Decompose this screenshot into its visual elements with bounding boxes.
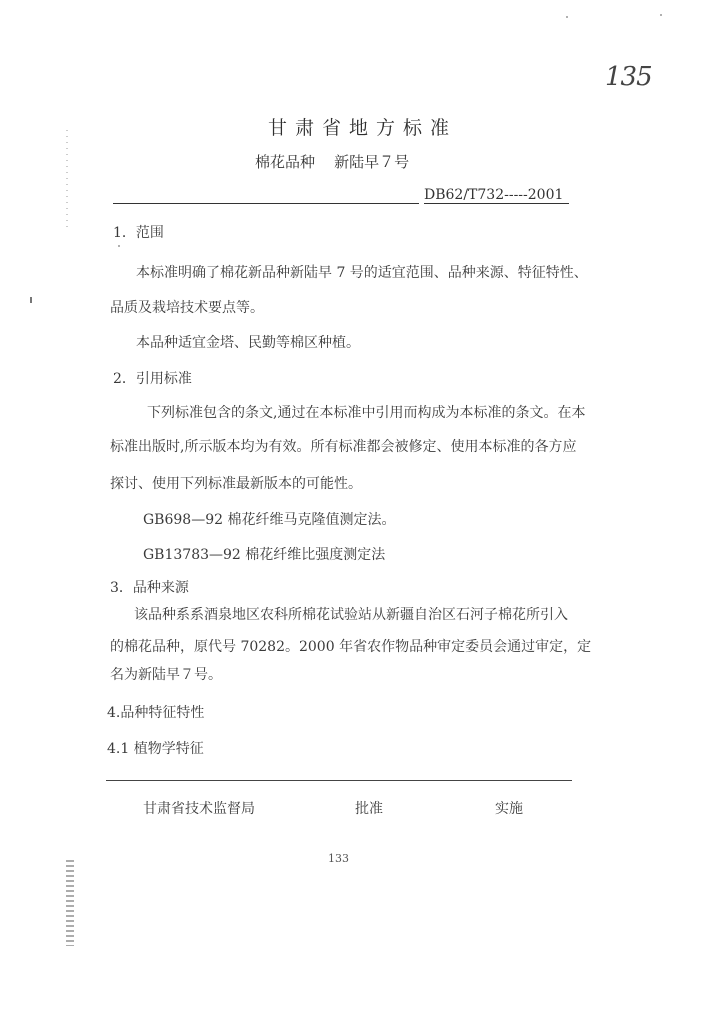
handwritten-page-number: 135 — [605, 62, 652, 92]
section-2-paragraph-line: 下列标准包含的条文,通过在本标准中引用而构成为本标准的条文。在本 — [147, 405, 586, 421]
section-3-paragraph-line: 该品种系系酒泉地区农科所棉花试验站从新疆自治区石河子棉花所引入 — [134, 607, 568, 623]
scan-mark — [30, 297, 32, 303]
reference-standard: GB13783—92 棉花纤维比强度测定法 — [143, 547, 386, 563]
document-subtitle: 棉花品种 新陆早７号 — [255, 153, 410, 171]
section-1-paragraph: 本品种适宜金塔、民勤等棉区种植。 — [136, 335, 360, 351]
section-4-1-heading: 4.1 植物学特征 — [107, 741, 204, 757]
section-1-heading: 1．范围 — [113, 225, 164, 241]
issuing-authority: 甘肃省技术监督局 — [143, 801, 255, 817]
scan-speck — [118, 245, 120, 247]
section-1-paragraph-line: 本标准明确了棉花新品种新陆早 7 号的适宜范围、品种来源、特征特性、 — [136, 265, 588, 281]
page-number: 133 — [328, 852, 349, 865]
section-3-heading: 3．品种来源 — [110, 580, 189, 596]
section-3-paragraph-line: 名为新陆早７号。 — [110, 667, 222, 683]
implement-label: 实施 — [495, 801, 523, 817]
section-3-paragraph-line: 的棉花品种，原代号 70282。2000 年省农作物品种审定委员会通过审定，定 — [110, 639, 592, 655]
scan-edge-artifact — [66, 860, 74, 946]
header-rule — [113, 203, 419, 204]
section-4-heading: 4.品种特征特性 — [107, 705, 205, 721]
standard-number: DB62/T732-----2001 — [424, 187, 569, 204]
section-2-heading: 2．引用标准 — [113, 371, 192, 387]
section-2-paragraph-line: 探讨、使用下列标准最新版本的可能性。 — [110, 476, 362, 492]
document-title: 甘肃省地方标准 — [267, 117, 457, 139]
reference-standard: GB698—92 棉花纤维马克隆值测定法。 — [143, 512, 396, 528]
scan-speck — [566, 16, 568, 18]
footer-rule — [106, 780, 572, 781]
scan-speck — [660, 14, 662, 16]
section-2-paragraph-line: 标准出版时,所示版本均为有效。所有标准都会被修定、使用本标准的各方应 — [110, 439, 577, 455]
scan-edge-artifact — [66, 130, 68, 230]
approve-label: 批准 — [355, 801, 383, 817]
section-1-paragraph-line: 品质及栽培技术要点等。 — [110, 300, 264, 316]
